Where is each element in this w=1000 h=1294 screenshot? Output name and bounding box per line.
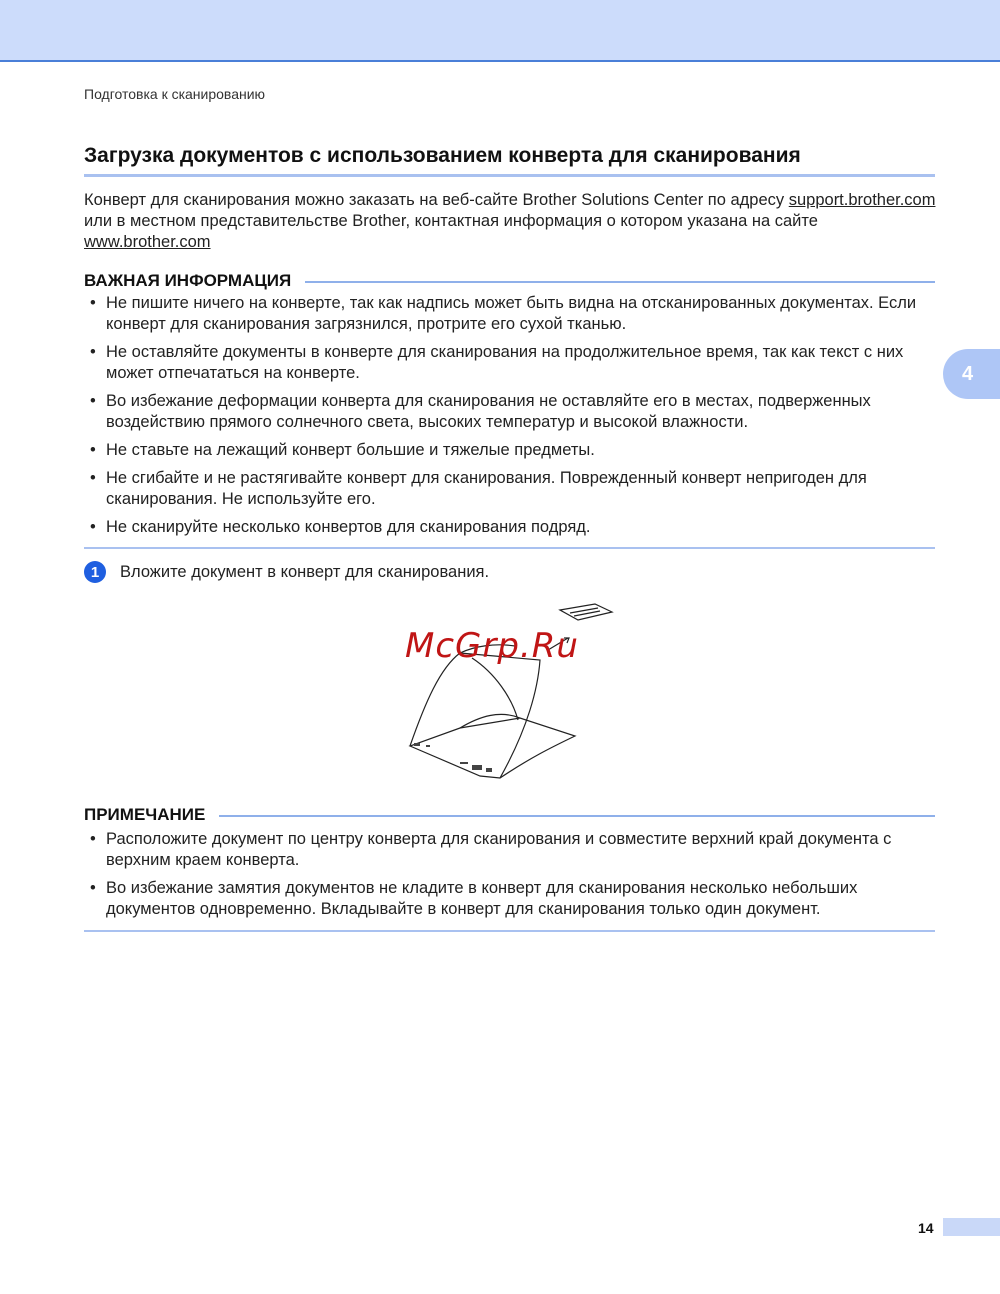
list-item-text: Не ставьте на лежащий конверт большие и тяжелые предметы. bbox=[106, 441, 595, 459]
list-item-text: Не сгибайте и не растягивайте конверт для сканирования. Поврежденный конверт непригоден для сканирования. Не используйте его. bbox=[106, 469, 867, 508]
important-heading-label: ВАЖНАЯ ИНФОРМАЦИЯ bbox=[84, 271, 292, 290]
important-end-rule bbox=[84, 547, 935, 549]
list-item-text: Во избежание деформации конверта для сканирования не оставляйте его в местах, подверженных воздействию прямого солнечного света, высоких температур и высокой влажности. bbox=[106, 392, 871, 431]
list-item bbox=[84, 517, 944, 538]
bullet-icon: • bbox=[90, 441, 96, 459]
list-item bbox=[84, 391, 944, 433]
bullet-icon: • bbox=[90, 294, 96, 312]
note-heading bbox=[84, 804, 935, 826]
bullet-icon: • bbox=[90, 518, 96, 536]
note-list bbox=[84, 829, 944, 927]
breadcrumb: Подготовка к сканированию bbox=[84, 86, 266, 102]
watermark: McGrp.Ru bbox=[405, 626, 579, 666]
header-band bbox=[0, 0, 1000, 62]
intro-paragraph bbox=[84, 190, 944, 253]
page-number: 14 bbox=[918, 1220, 934, 1236]
list-item bbox=[84, 342, 944, 384]
bullet-icon: • bbox=[90, 830, 96, 848]
note-end-rule bbox=[84, 930, 935, 932]
bullet-icon: • bbox=[90, 343, 96, 361]
list-item bbox=[84, 829, 944, 871]
list-item bbox=[84, 878, 944, 920]
page-title: Загрузка документов с использованием конверта для сканирования bbox=[84, 144, 935, 177]
support-link[interactable]: support.brother.com bbox=[788, 191, 936, 209]
list-item bbox=[84, 440, 944, 461]
bullet-icon: • bbox=[90, 469, 96, 487]
note-heading-rule bbox=[219, 815, 935, 817]
list-item bbox=[84, 293, 944, 335]
important-heading-rule bbox=[305, 281, 935, 283]
intro-text-2: или в местном представительстве Brother, контактная информация о котором указана на сайте bbox=[84, 212, 818, 230]
list-item-text: Расположите документ по центру конверта для сканирования и совместите верхний край документа с верхним краем конверта. bbox=[106, 830, 892, 869]
bullet-icon: • bbox=[90, 392, 96, 410]
brother-link[interactable]: www.brother.com bbox=[84, 233, 211, 251]
step-number-badge: 1 bbox=[84, 561, 106, 583]
important-list bbox=[84, 293, 944, 545]
note-heading-label: ПРИМЕЧАНИЕ bbox=[84, 805, 206, 824]
list-item-text: Во избежание замятия документов не кладите в конверт для сканирования несколько небольших документов одновременно. Вкладывайте в конверт для сканирования только один документ. bbox=[106, 879, 858, 918]
bullet-icon: • bbox=[90, 879, 96, 897]
chapter-tab: 4 bbox=[943, 349, 1000, 399]
important-heading bbox=[84, 270, 935, 292]
page-number-tab bbox=[943, 1218, 1000, 1236]
list-item-text: Не сканируйте несколько конвертов для сканирования подряд. bbox=[106, 518, 591, 536]
list-item bbox=[84, 468, 944, 510]
list-item-text: Не оставляйте документы в конверте для сканирования на продолжительное время, так как текст с них может отпечататься на конверте. bbox=[106, 343, 904, 382]
step-1 bbox=[84, 561, 489, 583]
intro-text-1: Конверт для сканирования можно заказать на веб-сайте Brother Solutions Center по адресу bbox=[84, 191, 789, 209]
list-item-text: Не пишите ничего на конверте, так как надпись может быть видна на отсканированных документах. Если конверт для сканирования загрязнился, протрите его сухой тканью. bbox=[106, 294, 917, 333]
step-text: Вложите документ в конверт для сканирования. bbox=[120, 562, 490, 581]
